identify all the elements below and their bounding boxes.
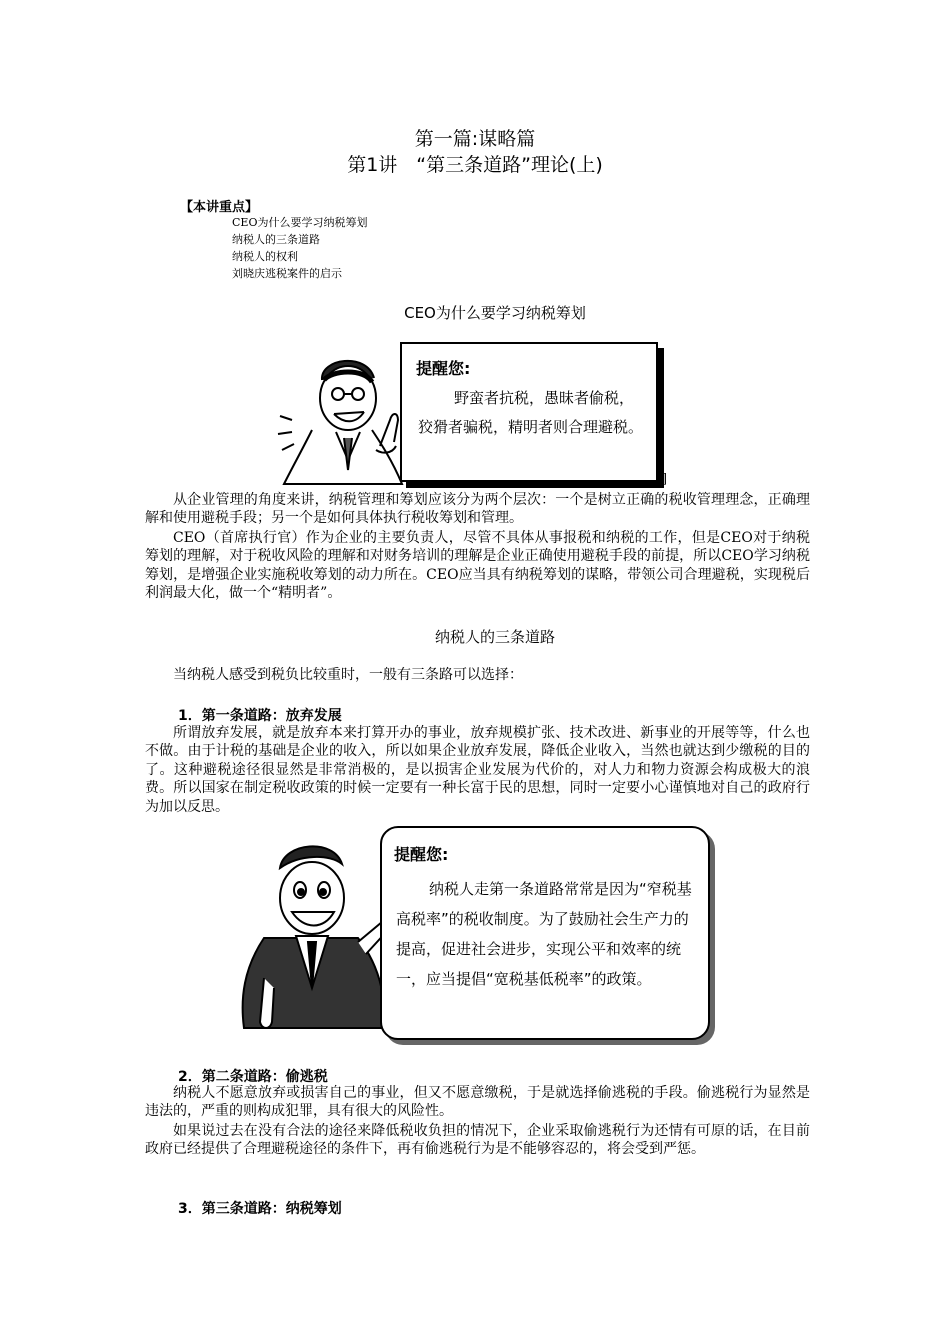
reminder-text: 野蛮者抗税，愚昧者偷税，狡猾者骗税，精明者则合理避税。 [418,389,644,436]
road1-paragraph: 所谓放弃发展，就是放弃本来打算开办的事业，放弃规模扩张、技术改进、新事业的开展等等，什么也不做。由于计税的基础是企业的收入，所以如果企业放弃发展，降低企业收入，当然也就达到少缴税的目的了。这种避税途径很显然是非常消极的，是以损害企业发展为代价的，对人力和物力资源会构成极大的浪费。所以国家在制定税收政策的时候一定要有一种长富于民的思想，同时一定要小心谨慎地对自己的政府行为加以反思。 [145,725,810,815]
paragraph-management-levels: 从企业管理的角度来讲，纳税管理和筹划应该分为两个层次：一个是树立正确的税收管理理念，正确理解和使用避税手段；另一个是如何具体执行税收筹划和管理。 [145,492,810,527]
section-title-ceo: CEO为什么要学习纳税筹划 [404,304,586,322]
reminder-heading: 提醒您: [416,359,471,378]
keypoint-item: CEO为什么要学习纳税筹划 [232,216,368,229]
paragraph-ceo-role: CEO（首席执行官）作为企业的主要负责人，尽管不具体从事报税和纳税的工作，但是CEO对于纳税筹划的理解，对于税收风险的理解和对财务培训的理解是企业正确使用避税手段的前提，所以CEO学习纳税筹划，是增强企业实施税收筹划的动力所在。CEO应当具有纳税筹划的谋略，带领公司合理避税，实现税后利润最大化，做一个“精明者”。 [145,530,810,602]
keypoint-item: 纳税人的权利 [232,250,298,263]
keypoint-item: 刘晓庆逃税案件的启示 [232,267,342,280]
stray-bracket: ] [662,472,668,487]
paragraph-intro: 当纳税人感受到税负比较重时，一般有三条路可以选择： [173,667,523,683]
cartoon-man-pointing-up-illustration [272,350,417,490]
keypoint-item: 纳税人的三条道路 [232,233,320,246]
reminder-callout-2 [380,826,710,1040]
reminder-heading: 提醒您: [394,845,449,864]
road1-title: 1．第一条道路：放弃发展 [178,708,342,724]
reminder-text: 纳税人走第一条道路常常是因为“窄税基高税率”的税收制度。为了鼓励社会生产力的提高，促进社会进步，实现公平和效率的统一，应当提倡“宽税基低税率”的政策。 [396,880,692,988]
cartoon-businessman-pointing-illustration [234,838,394,1034]
section-title-three-roads: 纳税人的三条道路 [434,628,555,646]
road2-paragraph-1: 纳税人不愿意放弃或损害自己的事业，但又不愿意缴税，于是就选择偷逃税的手段。偷逃税行为显然是违法的，严重的则构成犯罪，具有很大的风险性。 [145,1085,810,1120]
keypoints-list [232,214,367,282]
reminder-callout-1 [400,342,658,482]
part-title: 第一篇:谋略篇 [414,128,536,150]
road3-title: 3．第三条道路：纳税筹划 [178,1201,342,1217]
keypoints-heading: 【本讲重点】 [180,200,259,215]
lecture-title: 第1讲 “第三条道路”理论(上) [347,154,603,176]
road2-title: 2．第二条道路：偷逃税 [178,1069,328,1085]
road2-paragraph-2: 如果说过去在没有合法的途径来降低税收负担的情况下，企业采取偷逃税行为还情有可原的话，在目前政府已经提供了合理避税途径的条件下，再有偷逃税行为是不能够容忍的，将会受到严惩。 [145,1123,810,1158]
